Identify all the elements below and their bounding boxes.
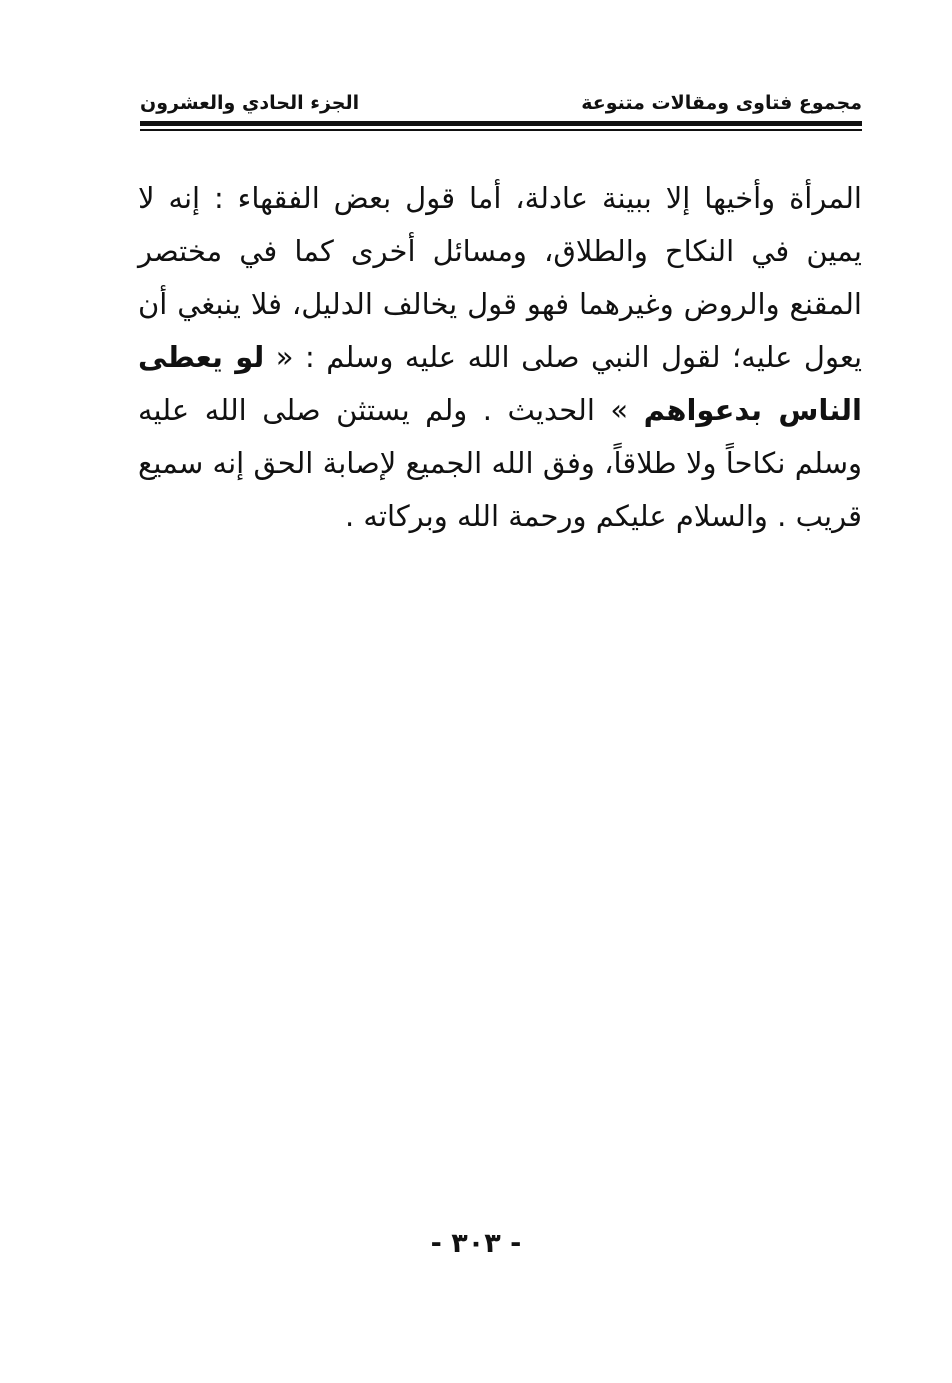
running-header [140,86,862,120]
header-rule-thin [140,129,862,131]
volume-label: الجزء الحادي والعشرون [140,92,360,114]
book-title: مجموع فتاوى ومقالات متنوعة [581,92,862,114]
header-rule-thick [140,121,862,126]
hadith-quote: لو يعطى الناس بدعواهم [138,340,862,427]
text-before-hadith: المرأة وأخيها إلا ببينة عادلة، أما قول بعض الفقهاء : إنه لا يمين في النكاح والطلاق، ومسائل أخرى كما في مختصر المقنع والروض وغيرهما فهو قول يخالف الدليل، فلا ينبغي أن يعول عليه؛ لقول النبي صلى الله عليه وسلم : « [138,181,863,374]
body-paragraph [138,172,862,543]
text-after-hadith: » الحديث . ولم يستثن صلى الله عليه وسلم نكاحاً ولا طلاقاً، وفق الله الجميع لإصابة الحق إنه سميع قريب . والسلام عليكم ورحمة الله وبركاته . [138,393,862,533]
page-number: - ٣٠٣ - [430,1228,522,1259]
